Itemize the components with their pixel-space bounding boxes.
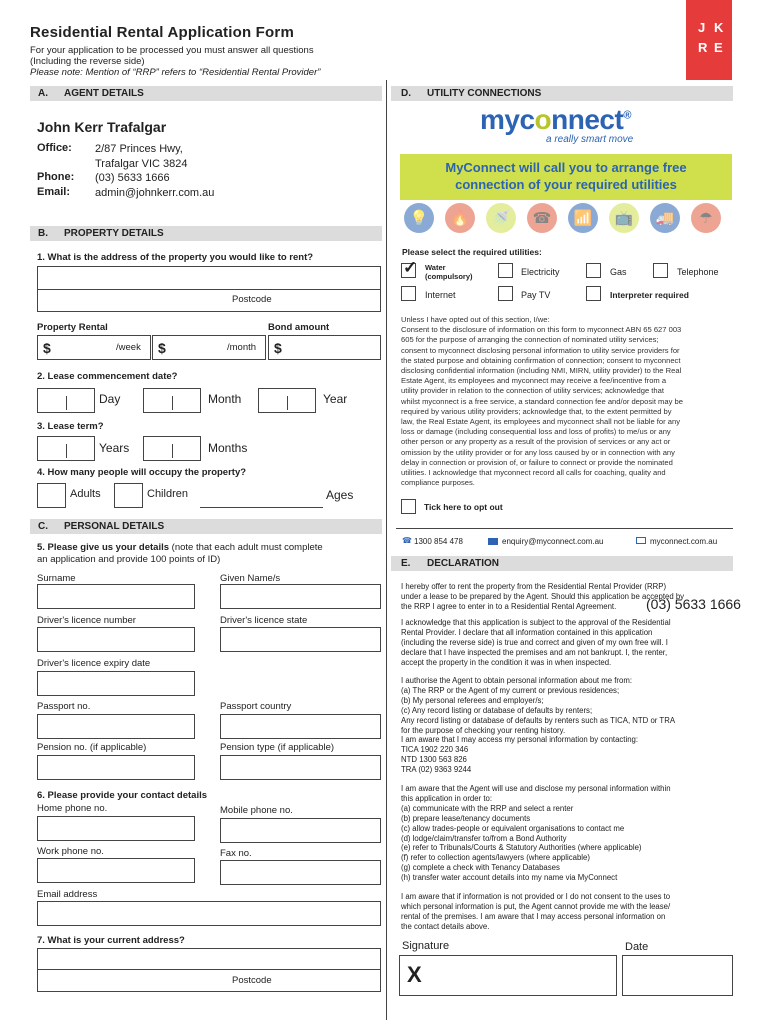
mobile-phone-input[interactable]	[220, 818, 381, 843]
banner-line-1: MyConnect will call you to arrange free	[445, 160, 687, 175]
declaration-p3-line: TICA 1902 220 346	[401, 745, 469, 755]
licence-number-label: Driver's licence number	[37, 615, 136, 626]
declaration-p1-line: under a lease to be prepared by the Agent. Should this application be accepted by	[401, 591, 685, 601]
myconnect-banner	[400, 154, 732, 200]
section-b-letter: B.	[38, 228, 48, 239]
telephone-checkbox[interactable]	[653, 263, 668, 278]
licence-expiry-label: Driver's licence expiry date	[37, 658, 151, 669]
consent-line: utility provider in relation to the connection of utility services; acknowledge that	[401, 386, 664, 396]
checkmark-icon: ✓	[403, 258, 418, 277]
declaration-paragraph-3	[401, 676, 733, 775]
section-a-header	[30, 86, 382, 101]
consent-line: loss or damage (including consequential loss and loss of profits) to me/us or any	[401, 427, 671, 437]
logo-letter-k: K	[714, 20, 724, 35]
dollar-sign: $	[43, 340, 51, 356]
consent-line: consent to myconnect disclosing personal information to utility service providers for	[401, 345, 680, 355]
myconnect-web: myconnect.com.au	[650, 537, 718, 546]
office-line-1: 2/87 Princes Hwy,	[95, 143, 183, 155]
phone-icon: ☎	[402, 536, 412, 545]
pay-tv-checkbox[interactable]	[498, 286, 513, 301]
declaration-p3-line: TRA (02) 9363 9244	[401, 765, 472, 775]
licence-expiry-input[interactable]	[37, 671, 195, 696]
question-3: 3. Lease term?	[37, 421, 104, 432]
monitor-icon	[636, 537, 646, 544]
question-5	[37, 542, 323, 566]
declaration-p4-line: this application in order to:	[401, 793, 493, 803]
divider	[396, 528, 733, 529]
tv-icon: 📺	[609, 203, 639, 233]
current-address-input[interactable]	[37, 948, 381, 992]
logo-letter-r: R	[698, 40, 708, 55]
rent-per-week-input[interactable]	[37, 335, 151, 360]
logo-letter-j: J	[698, 20, 706, 35]
declaration-p4-line: (h) transfer water account details into my name via MyConnect	[401, 873, 618, 883]
opt-out-label: Tick here to opt out	[424, 502, 503, 512]
water-label	[425, 263, 473, 281]
work-phone-label: Work phone no.	[37, 846, 104, 857]
section-e-header	[391, 556, 733, 571]
dollar-sign: $	[158, 340, 166, 356]
months-label: Months	[208, 441, 248, 455]
section-b-header	[30, 226, 382, 241]
agent-email: admin@johnkerr.com.au	[95, 186, 215, 199]
section-a-letter: A.	[38, 88, 48, 99]
consent-line: Estate Agent, its employees and myconnect may receive a fee/incentive from a	[401, 376, 667, 386]
adults-label: Adults	[70, 488, 101, 500]
declaration-p2-line: Rental Provider. I declare that all information contained in this application	[401, 627, 653, 637]
ages-input[interactable]	[200, 507, 323, 508]
email-address-input[interactable]	[37, 901, 381, 926]
consent-line: Unless I have opted out of this section, I/we:	[401, 315, 550, 324]
shower-icon: 🚿	[486, 203, 516, 233]
declaration-p4-line: (f) refer to collection agents/lawyers (where applicable)	[401, 853, 590, 863]
agent-phone: (03) 5633 1666	[95, 172, 170, 184]
declaration-p4-line: (g) complete a check with Tenancy Databases	[401, 863, 560, 873]
declaration-p2-line: (including the reverse side) is true and correct and given of my own free will. I	[401, 637, 668, 647]
router-icon: 📶	[568, 203, 598, 233]
date-label: Date	[625, 941, 649, 953]
work-phone-input[interactable]	[37, 858, 195, 883]
year-input[interactable]	[258, 388, 316, 413]
rental-label: Property Rental	[37, 322, 108, 333]
select-utilities-label: Please select the required utilities:	[402, 247, 542, 257]
declaration-p2-line: I acknowledge that this application is subject to the approval of the Residential	[401, 618, 671, 627]
consent-line: delay in connection or provision of, or failure to connect or provide the nominated	[401, 457, 673, 467]
bulb-icon: 💡	[404, 203, 434, 233]
agent-phone-overlay: (03) 5633 1666	[646, 596, 741, 612]
consent-line: law, the Real Estate Agent, its employees and myconnect shall not be liable for any	[401, 417, 681, 427]
office-label: Office:	[37, 142, 72, 154]
section-c-header	[30, 519, 382, 534]
passport-number-input[interactable]	[37, 714, 195, 739]
section-d-title: UTILITY CONNECTIONS	[427, 88, 542, 99]
brand-reg: ®	[623, 109, 631, 122]
passport-number-label: Passport no.	[37, 701, 91, 712]
passport-country-label: Passport country	[220, 701, 292, 712]
declaration-p3-line: (a) The RRP or the Agent of my current or previous residences;	[401, 685, 620, 695]
fax-input[interactable]	[220, 860, 381, 885]
email-label: Email:	[37, 186, 71, 198]
adults-input[interactable]	[37, 483, 66, 508]
home-phone-input[interactable]	[37, 816, 195, 841]
gas-checkbox[interactable]	[586, 263, 601, 278]
section-c-title: PERSONAL DETAILS	[64, 521, 165, 532]
q5-bold: 5. Please give us your details	[37, 542, 170, 553]
section-c-letter: C.	[38, 521, 48, 532]
declaration-p3-line: I am aware that I may access my personal information by contacting:	[401, 735, 639, 745]
consent-line: compliance purposes.	[401, 478, 475, 488]
gas-label: Gas	[610, 267, 627, 277]
declaration-paragraph-5	[401, 892, 733, 932]
water-text: Water	[425, 263, 446, 272]
telephone-label: Telephone	[677, 267, 719, 277]
declaration-p5-line: rental of the premises. I am aware that I may access personal information on	[401, 911, 666, 921]
consent-line: omission by the utility provider or for any loss caused by or in connection with any	[401, 447, 675, 457]
brand-part-c: nnect	[551, 104, 624, 135]
question-2: 2. Lease commencement date?	[37, 371, 178, 382]
date-input[interactable]	[622, 955, 733, 996]
myconnect-phone: 1300 854 478	[414, 537, 463, 546]
internet-checkbox[interactable]	[401, 286, 416, 301]
declaration-p2-line: declare that I have inspected the premises and am not bankrupt. I, the renter,	[401, 647, 668, 657]
per-week-label: /week	[116, 342, 141, 353]
licence-state-label: Driver's licence state	[220, 615, 308, 626]
declaration-p4-line: (a) communicate with the RRP and select a renter	[401, 803, 574, 813]
declaration-p5-line: the contact details above.	[401, 921, 490, 931]
children-label: Children	[147, 488, 188, 500]
section-e-title: DECLARATION	[427, 558, 500, 569]
declaration-p5-line: which personal information is put, the Agent cannot provide me with the lease/	[401, 901, 671, 911]
lease-years-input[interactable]	[37, 436, 95, 461]
office-line-2: Trafalgar VIC 3824	[95, 157, 188, 170]
ages-label: Ages	[326, 488, 354, 502]
consent-line: disclosing confidential information (including NMI, MIRN, utility provider) to the Real	[401, 366, 682, 376]
day-label: Day	[99, 392, 121, 406]
signature-label: Signature	[402, 940, 450, 952]
utility-icons-row	[404, 203, 734, 233]
interpreter-checkbox[interactable]	[586, 286, 601, 301]
section-d-header	[391, 86, 733, 101]
years-label: Years	[99, 441, 130, 455]
question-4: 4. How many people will occupy the property?	[37, 467, 247, 478]
office-address	[95, 142, 214, 200]
question-6: 6. Please provide your contact details	[37, 790, 208, 801]
declaration-p1-line: the RRP I agree to enter in to a Residential Rental Agreement.	[401, 601, 617, 611]
lease-months-input[interactable]	[143, 436, 201, 461]
pension-type-label: Pension type (if applicable)	[220, 742, 335, 753]
bond-amount-input[interactable]	[268, 335, 381, 360]
declaration-p3-line: NTD 1300 563 826	[401, 755, 467, 765]
internet-label: Internet	[425, 290, 456, 300]
surname-label: Surname	[37, 573, 76, 584]
dollar-sign: $	[274, 340, 282, 356]
electricity-checkbox[interactable]	[498, 263, 513, 278]
declaration-p4-line: (b) prepare lease/tenancy documents	[401, 813, 531, 823]
mobile-phone-label: Mobile phone no.	[220, 805, 293, 816]
pension-number-input[interactable]	[37, 755, 195, 780]
consent-line: the stated purpose and obtaining confirmation of connection; consent to myconnect	[401, 355, 681, 365]
consent-text	[401, 315, 733, 488]
property-address-input[interactable]	[37, 266, 381, 312]
jkre-logo	[686, 0, 732, 80]
section-b-title: PROPERTY DETAILS	[64, 228, 164, 239]
signature-x-mark: X	[407, 962, 422, 987]
passport-country-input[interactable]	[220, 714, 381, 739]
month-label: Month	[208, 392, 242, 406]
phone-icon: ☎	[527, 203, 557, 233]
intro-line-1: For your application to be processed you must answer all questions	[30, 45, 314, 56]
intro-line-2: (Including the reverse side)	[30, 56, 145, 67]
declaration-p4-line: (c) allow trades-people or equivalent organisations to contact me	[401, 823, 625, 833]
consent-line: 605 for the purpose of arranging the connection of nominated utility services;	[401, 335, 659, 345]
current-postcode-label: Postcode	[232, 975, 272, 986]
form-title: Residential Rental Application Form	[30, 24, 294, 41]
declaration-p4-line: I am aware that the Agent will use and disclose my personal information within	[401, 784, 671, 793]
section-d-letter: D.	[401, 88, 411, 99]
declaration-p4-line: (d) lodge/claim/transfer to/from a Bond Authority	[401, 833, 567, 843]
day-input[interactable]	[37, 388, 95, 413]
section-a-title: AGENT DETAILS	[64, 88, 144, 99]
myconnect-tagline: a really smart move	[546, 134, 634, 145]
declaration-paragraph-2	[401, 618, 733, 668]
declaration-p3-line: Any record listing or database of defaults by renters such as TICA, NTD or TRA	[401, 715, 676, 725]
banner-line-2: connection of your required utilities	[455, 177, 677, 192]
children-input[interactable]	[114, 483, 143, 508]
pay-tv-label: Pay TV	[521, 290, 551, 300]
email-address-label: Email address	[37, 889, 98, 900]
declaration-p2-line: accept the property in the condition it was in when inspected.	[401, 657, 612, 667]
declaration-p1-line: I hereby offer to rent the property from the Residential Rental Provider (RRP)	[401, 582, 667, 591]
opt-out-checkbox[interactable]	[401, 499, 416, 514]
month-input[interactable]	[143, 388, 201, 413]
surname-input[interactable]	[37, 584, 195, 609]
declaration-p3-line: (b) My personal referees and employer/s;	[401, 695, 544, 705]
consent-line: other person or any property as a result of the provision of services or any act or	[401, 437, 671, 447]
consent-line: required by various utility providers; acknowledge that, to the extent permitted by	[401, 406, 672, 416]
licence-state-input[interactable]	[220, 627, 381, 652]
declaration-p3-line: (c) Any record listing or database of defaults by renters;	[401, 705, 593, 715]
water-checkbox[interactable]	[401, 258, 418, 278]
section-e-letter: E.	[401, 558, 411, 569]
q5-rest: (note that each adult must complete	[169, 542, 323, 553]
consent-line: whilst myconnect is a free service, a standard connection fee and/or deposit may be	[401, 396, 683, 406]
water-subtext: (compulsory)	[425, 272, 473, 281]
per-month-label: /month	[227, 342, 257, 353]
declaration-p3-line: for the purpose of checking your renting history.	[401, 725, 566, 735]
declaration-p3-line: I authorise the Agent to obtain personal information about me from:	[401, 676, 633, 685]
flame-icon: 🔥	[445, 203, 475, 233]
q5-line-2: an application and provide 100 points of ID)	[37, 554, 221, 565]
signature-input[interactable]	[399, 955, 617, 996]
consent-line: Consent to the disclosure of information on this form to myconnect ABN 65 627 003	[401, 325, 682, 335]
brand-part-a: myc	[480, 104, 535, 135]
pension-type-input[interactable]	[220, 755, 381, 780]
postcode-label: Postcode	[232, 294, 272, 305]
question-1: 1. What is the address of the property you would like to rent?	[37, 252, 314, 263]
licence-number-input[interactable]	[37, 627, 195, 652]
consent-line: utilities. I acknowledge that myconnect record all calls for coaching, quality and	[401, 468, 666, 478]
email-icon	[488, 538, 498, 545]
umbrella-icon: ☂	[691, 203, 721, 233]
agent-name: John Kerr Trafalgar	[37, 119, 167, 135]
intro-note: Please note: Mention of “RRP” refers to “Residential Rental Provider”	[30, 67, 321, 78]
column-divider	[386, 80, 387, 1020]
given-names-input[interactable]	[220, 584, 381, 609]
logo-letter-e: E	[714, 40, 723, 55]
declaration-p4-line: (e) refer to Tribunals/Courts & Statutory Authorities (where applicable)	[401, 843, 642, 853]
declaration-p5-line: I am aware that if information is not provided or I do not consent to the uses to	[401, 892, 671, 901]
form-intro	[30, 45, 390, 78]
brand-part-b: o	[534, 104, 552, 135]
home-phone-label: Home phone no.	[37, 803, 108, 814]
declaration-paragraph-4	[401, 784, 733, 883]
fax-label: Fax no.	[220, 848, 252, 859]
myconnect-logo	[480, 104, 631, 136]
truck-icon: 🚚	[650, 203, 680, 233]
question-7: 7. What is your current address?	[37, 935, 185, 946]
pension-number-label: Pension no. (if applicable)	[37, 742, 147, 753]
interpreter-label: Interpreter required	[610, 290, 689, 300]
bond-label: Bond amount	[268, 322, 330, 333]
year-label: Year	[323, 392, 348, 406]
myconnect-email: enquiry@myconnect.com.au	[502, 537, 604, 546]
rent-per-month-input[interactable]	[152, 335, 266, 360]
given-names-label: Given Name/s	[220, 573, 281, 584]
phone-label: Phone:	[37, 171, 75, 183]
electricity-label: Electricity	[521, 267, 560, 277]
